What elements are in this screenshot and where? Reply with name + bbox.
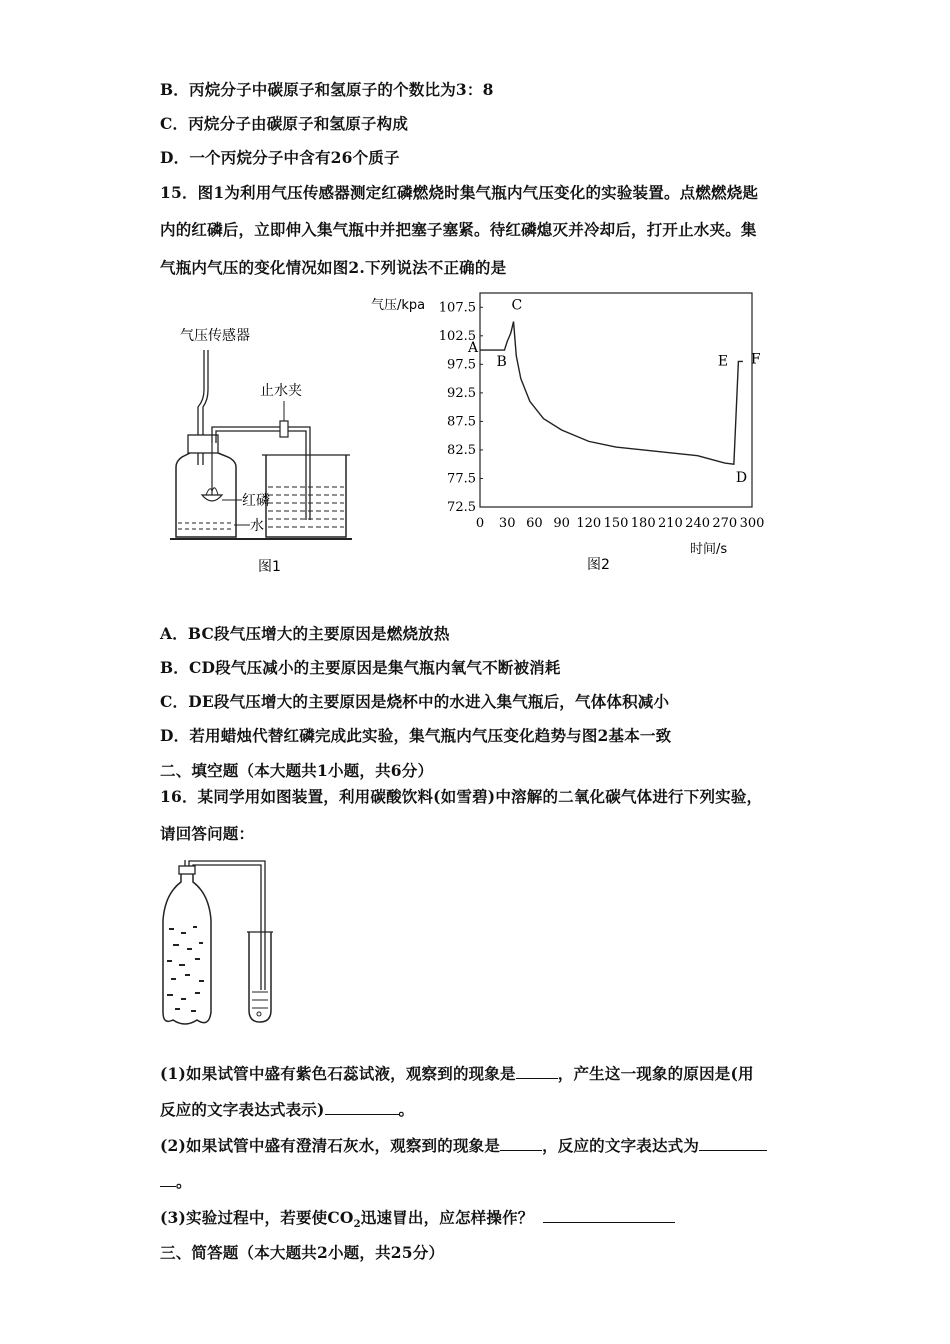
label-water-clamp: 止水夹: [260, 383, 302, 399]
q14-option-b: B．丙烷分子中碳原子和氢原子的个数比为3：8: [160, 80, 494, 99]
q14-option-c: C．丙烷分子由碳原子和氢原子构成: [160, 114, 409, 133]
q16-stem-line2: 请回答问题：: [160, 824, 255, 843]
q15-stem-line2: 内的红磷后，立即伸入集气瓶中并把塞子塞紧。待红磷熄灭并冷却后，打开止水夹。集: [160, 220, 757, 239]
x-tick-label: 90: [553, 516, 570, 531]
answer-blank-2c[interactable]: [160, 1172, 176, 1187]
q16-part2-line1: [160, 1134, 767, 1156]
q15-option-a: A．BC段气压增大的主要原因是燃烧放热: [160, 624, 450, 643]
q16-part2-text-c: 。: [176, 1172, 192, 1191]
x-tick-label: 0: [475, 516, 485, 531]
point-label-c: C: [511, 297, 523, 314]
figure-1-caption: 图1: [258, 559, 281, 575]
answer-blank-2a[interactable]: [500, 1136, 542, 1151]
figure-bottle-test-tube: [155, 860, 285, 1030]
q15-option-b: B．CD段气压减小的主要原因是集气瓶内氧气不断被消耗: [160, 658, 561, 677]
x-tick-label: 270: [712, 516, 738, 531]
point-label-f: F: [750, 351, 761, 368]
co2-subscript: 2: [353, 1219, 361, 1231]
y-tick-label: 102.5: [438, 328, 476, 344]
series-line-pressure: [480, 322, 743, 465]
point-label-e: E: [717, 353, 729, 370]
chart-xlabel: 时间/s: [690, 542, 728, 557]
y-tick-label: 72.5: [447, 500, 476, 515]
q16-part1-text-c: 反应的文字表达式表示): [160, 1100, 325, 1119]
y-tick-label: 92.5: [447, 385, 476, 401]
q14-option-d: D．一个丙烷分子中含有26个质子: [160, 148, 400, 167]
q16-part1-text-d: 。: [398, 1100, 415, 1119]
q15-stem-line3: 气瓶内气压的变化情况如图2.下列说法不正确的是: [160, 258, 507, 277]
point-label-b: B: [496, 354, 507, 371]
q16-part1-line1: [160, 1062, 754, 1084]
answer-blank-3[interactable]: [543, 1208, 675, 1223]
q16-part1-text-a: (1)如果试管中盛有紫色石蕊试液，观察到的现象是: [160, 1064, 516, 1083]
q16-part3-line: [160, 1206, 675, 1230]
q15-stem-line1: 15．图1为利用气压传感器测定红磷燃烧时集气瓶内气压变化的实验装置。点燃燃烧匙: [160, 183, 759, 202]
section-2-heading: 二、填空题（本大题共1小题，共6分）: [160, 761, 434, 780]
y-tick-label: 77.5: [447, 471, 476, 487]
q15-option-d: D．若用蜡烛代替红磷完成此实验，集气瓶内气压变化趋势与图2基本一致: [160, 726, 672, 745]
q16-part1-text-b: ，产生这一现象的原因是(用: [557, 1064, 754, 1083]
q16-part3-text-a: (3)实验过程中，若要使CO: [160, 1208, 354, 1227]
x-tick-label: 120: [576, 516, 602, 531]
figure-1-apparatus: [160, 315, 360, 580]
q16-part2-text-a: (2)如果试管中盛有澄清石灰水，观察到的现象是: [160, 1136, 501, 1155]
point-label-d: D: [735, 470, 748, 487]
q16-part3-text-b: 迅速冒出，应怎样操作？: [360, 1208, 534, 1227]
figure-2-caption: 图2: [587, 557, 610, 573]
q16-part2-line2: [160, 1170, 192, 1192]
q16-part1-line2: [160, 1098, 414, 1120]
section-3-heading: 三、简答题（本大题共2小题，共25分）: [160, 1243, 445, 1262]
y-tick-label: 107.5: [438, 300, 476, 316]
x-tick-label: 60: [526, 516, 543, 531]
answer-blank-2b[interactable]: [699, 1136, 767, 1151]
x-tick-label: 240: [685, 516, 711, 531]
y-tick-label: 87.5: [447, 414, 476, 430]
chart-frame: [480, 293, 752, 507]
label-pressure-sensor: 气压传感器: [180, 328, 250, 344]
q15-option-c: C．DE段气压增大的主要原因是烧杯中的水进入集气瓶后，气体体积减小: [160, 692, 670, 711]
label-water: 水: [250, 518, 264, 534]
point-label-a: A: [468, 340, 479, 357]
x-tick-label: 150: [603, 516, 629, 531]
x-tick-label: 30: [498, 516, 516, 531]
y-tick-label: 82.5: [447, 442, 476, 458]
x-tick-label: 180: [630, 516, 656, 531]
x-tick-label: 300: [739, 516, 765, 531]
q16-stem-line1: 16．某同学用如图装置，利用碳酸饮料(如雪碧)中溶解的二氧化碳气体进行下列实验，: [160, 787, 763, 806]
figure-2-pressure-chart: [365, 285, 775, 585]
y-tick-label: 97.5: [447, 357, 476, 373]
answer-blank-1a[interactable]: [516, 1064, 558, 1079]
chart-ylabel: 气压/kpa: [371, 298, 426, 313]
x-tick-label: 210: [657, 516, 683, 531]
q16-part2-text-b: ，反应的文字表达式为: [542, 1136, 700, 1155]
answer-blank-1b[interactable]: [325, 1100, 399, 1115]
label-red-phosphorus: 红磷: [242, 493, 270, 509]
